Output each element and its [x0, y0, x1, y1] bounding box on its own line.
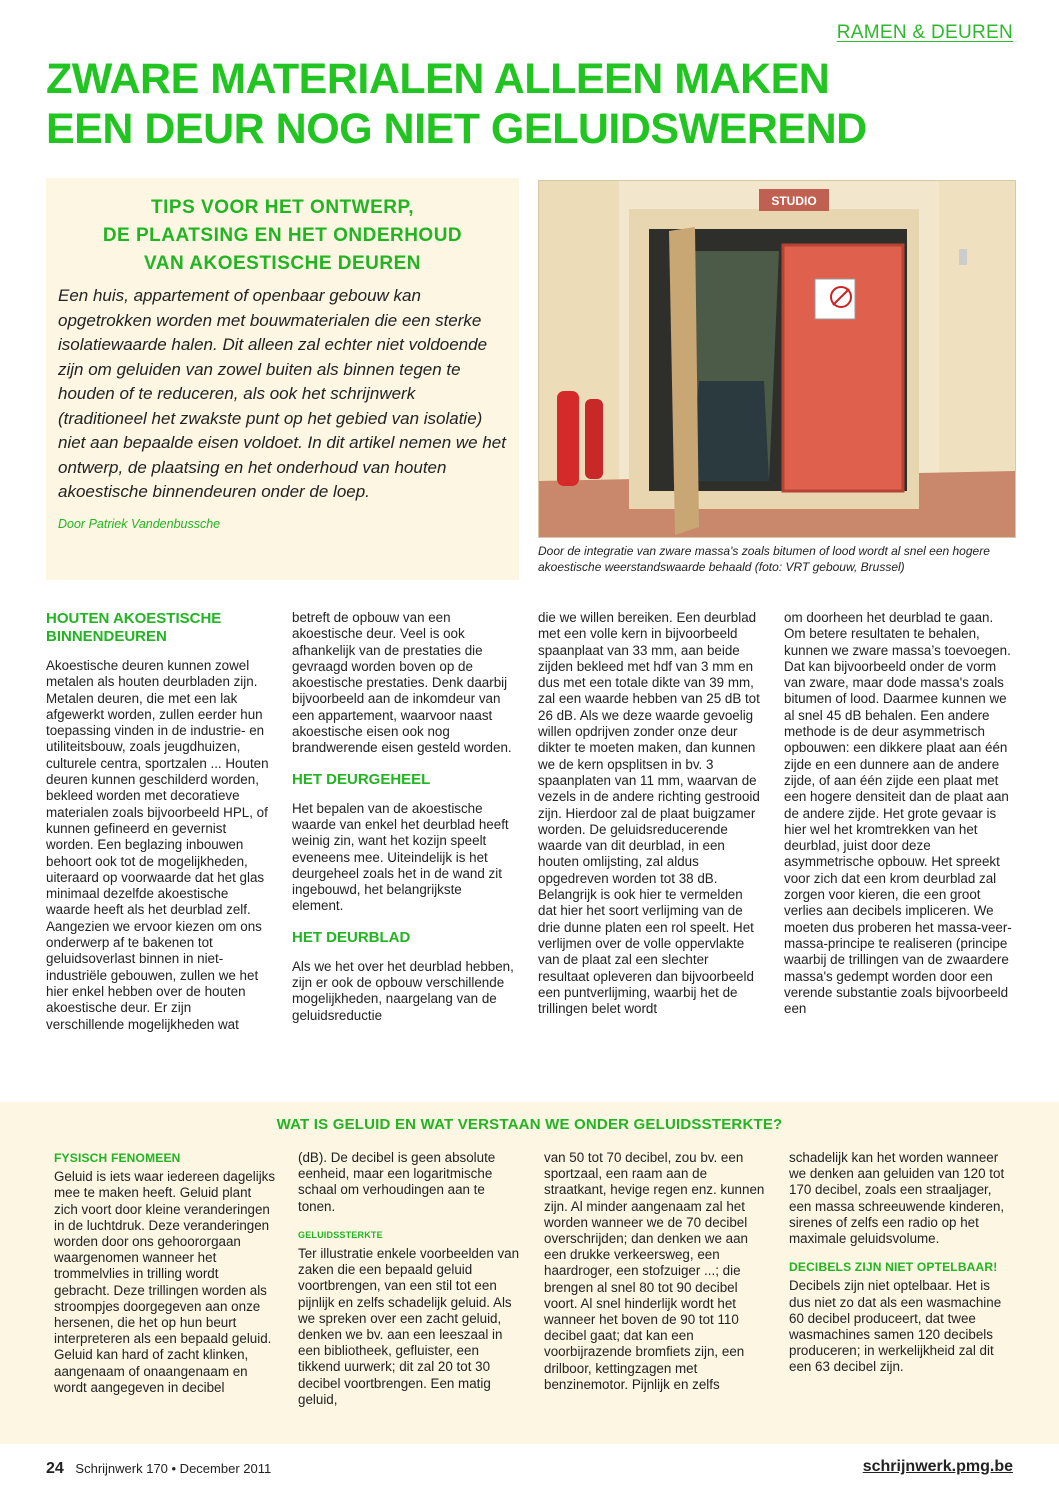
sidebar-title: WAT IS GELUID EN WAT VERSTAAN WE ONDER GELUIDSSTERKTE?: [276, 1116, 783, 1133]
article-column-4: [784, 610, 1016, 1017]
subheading-het-deurgeheel: HET DEURGEHEEL: [292, 770, 431, 788]
sidebar-subheading: GELUIDSSTERKTE: [298, 1229, 383, 1240]
sidebar-column-2: [298, 1150, 520, 1408]
section-tag: RAMEN & DEUREN: [836, 22, 1013, 43]
sidebar-paragraph: schadelijk kan het worden wanneer we denken aan geluiden van 120 tot 170 decibel, zoals een straaljager, een massa schreeuwende kinderen, sirenes of zelfs een radio op het maximale geluidsvolume.: [789, 1150, 1005, 1247]
intro-title-line: DE PLAATSING EN HET ONDERHOUD: [102, 225, 463, 246]
sidebar-subheading: DECIBELS ZIJN NIET OPTELBAAR!: [789, 1260, 998, 1275]
door-photo-illustration: [539, 181, 1016, 538]
sidebar-paragraph: van 50 tot 70 decibel, zou bv. een sportzaal, een raam aan de straatkant, hevige regen enz. kunnen zijn. Al minder aangenaam zal het worden wanneer we de 70 decibel overschrijden; dan denken we aan een drukke verkeersweg, een haardroger, een stofzuiger ...; die brengen al snel 80 tot 90 decibel voort. Al snel hinderlijk wordt het wanneer het boven de 90 tot 110 decibel gaat; dat kan een voorbijrazende bromfiets zijn, een drilboor, kettingzagen met benzinemotor. Pijnlijk en zelfs: [544, 1150, 765, 1392]
sidebar-subheading: FYSISCH FENOMEEN: [54, 1151, 181, 1165]
sidebar-paragraph: (dB). De decibel is geen absolute eenheid, maar een logaritmische schaal om verhoudingen aan te tonen.: [298, 1150, 496, 1214]
sidebar-paragraph: Geluid is iets waar iedereen dagelijks mee te maken heeft. Geluid plant zich voort door kleine veranderingen in de luchtdruk. Deze veranderingen worden door ons gehoororgaan waargenomen wanneer het trommelvlies in trilling wordt gebracht. Deze trillingen worden als stroompjes doorgegeven aan onze hersenen, die het op hun beurt interpreteren als een bepaald geluid. Geluid kan hard of zacht klinken, aangenaam of onaangenaam en wordt aangegeven in decibel: [54, 1169, 276, 1395]
intro-title-line: TIPS VOOR HET ONTWERP,: [151, 197, 414, 218]
article-paragraph: om doorheen het deurblad te gaan. Om betere resultaten te behalen, kunnen we zware massa’s toevoegen. Dat kan bijvoorbeeld onder de vorm van zware, maar dode massa's zoals bitumen of lood. Daarmee kunnen we al snel 45 dB behalen. Een andere methode is de deur asymmetrisch opbouwen: een dikkere plaat aan één zijde en een dunnere aan de andere zijde, of aan één zijde een plaat met een hogere densiteit dan de plaat aan de andere zijde. Het grote gevaar is hier wel het kromtrekken van het deurblad, juist door deze asymmetrische opbouw. Het spreekt voor zich dat een krom deurblad zal zorgen voor kieren, die een groot verlies aan decibels impliceren. We moeten dus proberen het massa-veer-massa-principe te realiseren (principe waarbij de trillingen van de zwaardere massa's gedempt worden door een verende substantie zoals bijvoorbeeld een: [784, 610, 1012, 1017]
intro-text: Een huis, appartement of openbaar gebouw kan opgetrokken worden met bouwmaterialen die een sterke isolatiewaarde halen. Dit alleen zal echter niet voldoende zijn om geluiden van zowel buiten als binnen tegen te houden of te reduceren, als ook het schrijnwerk (traditioneel het zwakste punt op het gebied van isolatie) niet aan bepaalde eisen voldoet. In dit artikel nemen we het ontwerp, de plaatsing en het onderhoud van houten akoestische binnendeuren onder de loep.: [58, 286, 506, 501]
headline-line-2: EEN DEUR NOG NIET GELUIDSWEREND: [46, 105, 867, 153]
byline: Door Patriek Vandenbussche: [58, 516, 221, 531]
article-column-3: [538, 610, 762, 1017]
article-column-2: [292, 610, 516, 1024]
sidebar-box: [0, 1102, 1059, 1444]
sidebar-paragraph: Decibels zijn niet optelbaar. Het is dus niet zo dat als een wasmachine 60 decibel produceert, dat twee wasmachines samen 120 decibels produceren; in werkelijkheid zal dit een 63 decibel zijn.: [789, 1278, 1002, 1375]
subheading-het-deurblad: HET DEURBLAD: [292, 928, 411, 946]
photo-caption: Door de integratie van zware massa's zoals bitumen of lood wordt al snel een hogere akoestische weerstandswaarde behaald (foto: VRT gebouw, Brussel): [538, 544, 990, 574]
article-body: [46, 610, 1016, 1088]
article-paragraph: Het bepalen van de akoestische waarde van enkel het deurblad heeft weinig zin, want het kozijn speelt eveneens mee. Uiteindelijk is het deurgeheel zoals het in de wand zit ingebouwd, het belangrijkste element.: [292, 800, 509, 914]
intro-title-line: VAN AKOESTISCHE DEUREN: [143, 253, 422, 274]
article-paragraph: betreft de opbouw van een akoestische deur. Veel is ook afhankelijk van de prestaties die gevraagd worden boven op de akoestische prestaties. Denk daarbij bijvoorbeeld aan de inkomdeur van een appartement, waarvoor naast akoestische eisen ook nog brandwerende eisen gesteld worden.: [292, 610, 512, 756]
page-number: 24: [46, 1460, 64, 1477]
intro-title: [46, 194, 519, 278]
intro-box: [46, 178, 519, 580]
article-paragraph: Als we het over het deurblad hebben, zijn er ook de opbouw verschillende mogelijkheden, naargelang van de geluidsreductie: [292, 958, 514, 1023]
footer-issue-info: [46, 1460, 271, 1478]
website-link[interactable]: schrijnwerk.pmg.be: [862, 1458, 1013, 1475]
sidebar-column-4: [789, 1150, 1015, 1376]
article-paragraph: die we willen bereiken. Een deurblad met een volle kern in bijvoorbeeld spaanplaat van 33 mm, aan beide zijden bekleed met hdf van 3 mm en dus met een totale dikte van 39 mm, zal een waarde hebben van 25 dB tot 26 dB. Als we deze waarde gevoelig willen opdrijven zonder onze deur dikter te moeten maken, dan kunnen we de kern opsplitsen in bv. 3 spaanplaten van 11 mm, waarvan de vezels in de andere richting gestrooid zijn. Hierdoor zal de plaat buigzamer worden. De geluidsreducerende waarde van dit deurblad, in een houten omlijsting, zal aldus opgedreven worden tot 38 dB. Belangrijk is ook hier te vermelden dat hier het soort verlijming van de drie dunne platen een rol speelt. Het verlijmen over de volle oppervlakte van de plaat zal een slechter resultaat opleveren dan bijvoorbeeld een puntverlijming, waarbij het de trillingen belet wordt: [538, 610, 760, 1017]
article-paragraph: Akoestische deuren kunnen zowel metalen als houten deurbladen zijn. Metalen deuren, die met een lak afgewerkt worden, zullen eerder hun toepassing vinden in de industrie- en utiliteitsbouw, zoals jeugdhuizen, culturele centra, sportzalen ... Houten deuren kunnen geschilderd worden, bekleed worden met decoratieve materialen zoals bijvoorbeeld HPL, of kunnen gefineerd en gevernist worden. Een beglazing inbouwen behoort ook tot de mogelijkheden, uiteraard op voorwaarde dat het glas minimaal dezelfde akoestische waarde heeft als het deurblad zelf. Aangezien we ervoor kiezen om ons onderwerp af te bakenen tot geluidsoverlast binnen in niet-industriële gebouwen, zullen we het hier enkel hebben over de houten akoestische deur. Er zijn verschillende mogelijkheden wat: [46, 658, 269, 1032]
sidebar-paragraph: Ter illustratie enkele voorbeelden van zaken die een bepaald geluid voortbrengen, van een stil tot een pijnlijk en zelfs schadelijk geluid. Als we spreken over een zacht geluid, denken we bv. aan een leeszaal in een bibliotheek, gefluister, een tikkend uurwerk; dit zal 20 tot 30 decibel voortbrengen. Een matig geluid,: [298, 1246, 520, 1407]
issue-label: Schrijnwerk 170 • December 2011: [75, 1461, 272, 1476]
headline-line-1: ZWARE MATERIALEN ALLEEN MAKEN: [46, 55, 830, 103]
sidebar-column-3: [544, 1150, 766, 1393]
article-column-1: [46, 610, 270, 1033]
subheading-houten-akoestische-binnendeuren: HOUTEN AKOESTISCHE BINNENDEUREN: [46, 610, 222, 645]
headline: [46, 54, 1016, 154]
door-photo: [538, 180, 1016, 538]
sidebar-column-1: [54, 1150, 276, 1396]
studio-sign: STUDIO: [771, 194, 817, 208]
